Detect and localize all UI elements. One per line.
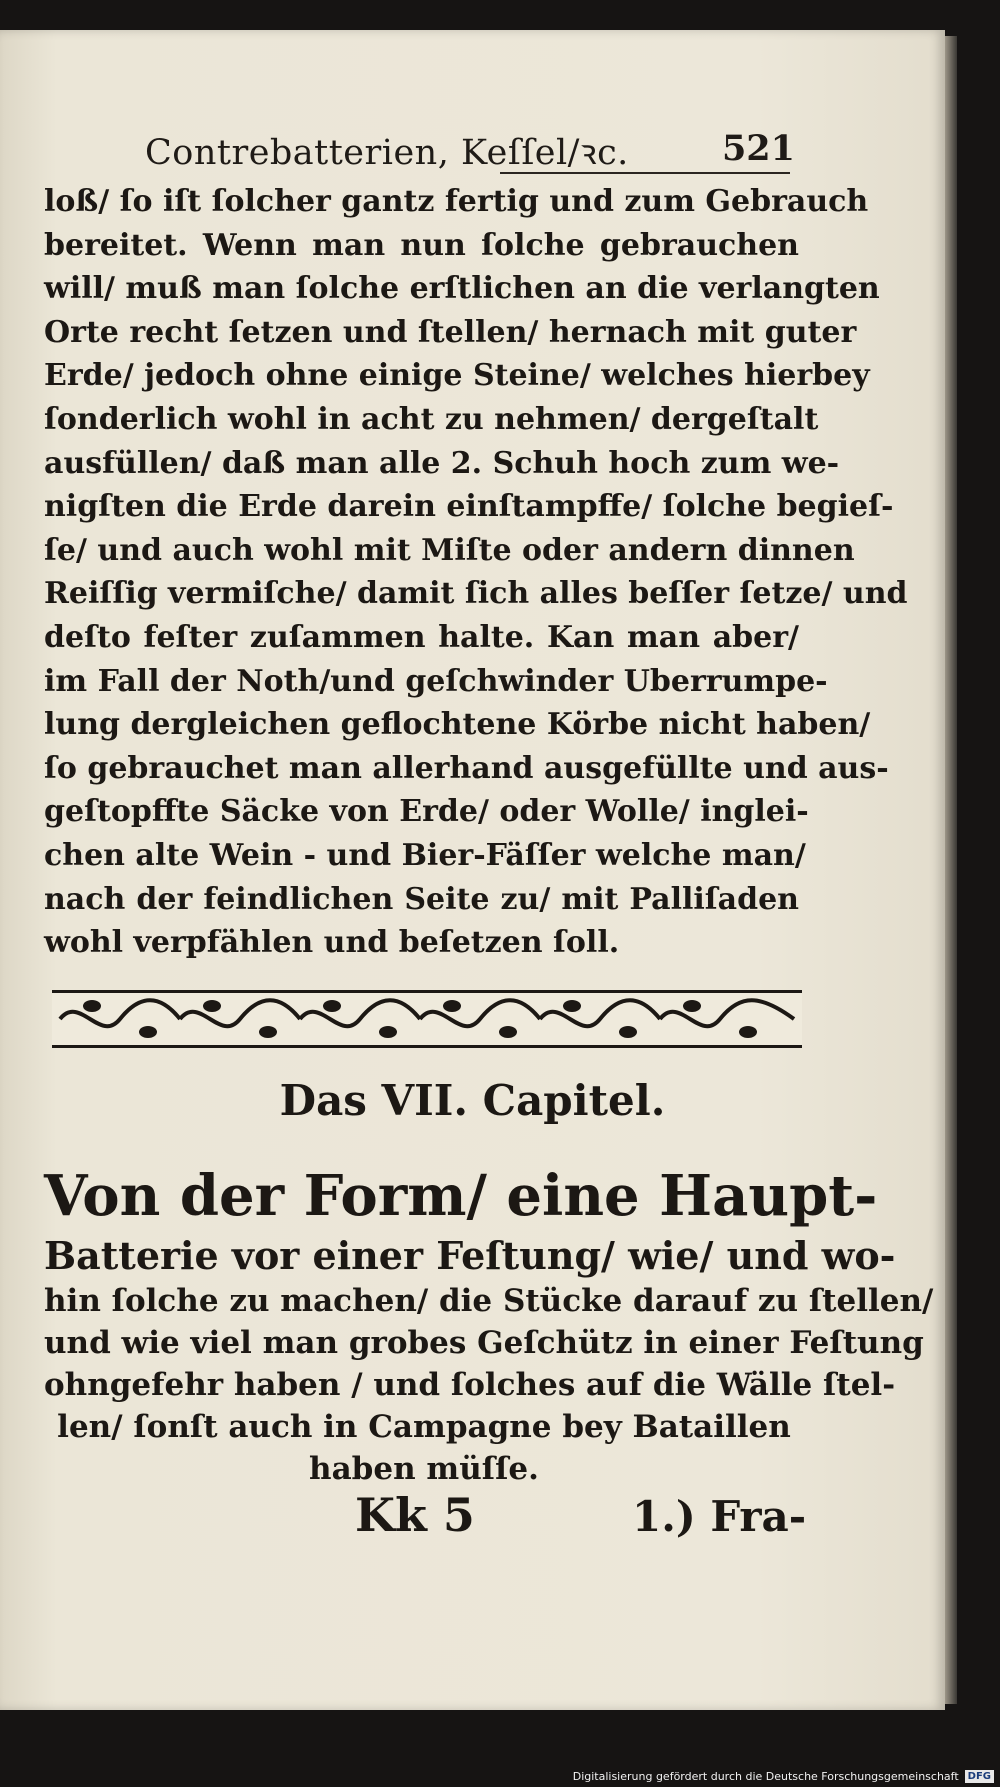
body-line: geſtopffte Säcke von Erde/ oder Wolle/ inglei- bbox=[44, 794, 809, 830]
body-line: ausfüllen/ daß man alle 2. Schuh hoch zum we- bbox=[44, 445, 840, 481]
body-line: wohl verpfählen und beſetzen ſoll. bbox=[44, 925, 620, 961]
decorative-ornament-band bbox=[52, 986, 802, 1052]
body-line: deſto feſter zuſammen halte. Kan man aber/ bbox=[44, 619, 799, 655]
running-head bbox=[145, 128, 795, 174]
chapter-title-line: hin ſolche zu machen/ die Stücke darauf zu ſtellen/ bbox=[44, 1283, 934, 1319]
chapter-title-line: Von der Form/ eine Haupt- bbox=[44, 1163, 878, 1229]
body-line: nigſten die Erde darein einſtampffe/ ſolche begieſ- bbox=[44, 489, 894, 525]
header-rule bbox=[500, 172, 790, 174]
chapter-title-line: haben müſſe. bbox=[309, 1451, 539, 1487]
body-line: Reiſſig vermiſche/ damit ſich alles beſſer ſetze/ und bbox=[44, 576, 908, 612]
signature-mark: Kk 5 bbox=[355, 1488, 475, 1542]
body-line: bereitet. Wenn man nun ſolche gebrauchen bbox=[44, 227, 799, 263]
body-line: Orte recht ſetzen und ſtellen/ hernach mit guter bbox=[44, 314, 857, 350]
page-edge bbox=[945, 36, 957, 1704]
body-text bbox=[44, 180, 908, 965]
body-line: nach der feindlichen Seite zu/ mit Palliſaden bbox=[44, 881, 799, 917]
body-line: im Fall der Noth/und geſchwinder Uberrumpe- bbox=[44, 663, 828, 699]
body-line: chen alte Wein - und Bier-Fäſſer welche man/ bbox=[44, 837, 806, 873]
body-line: ſo gebrauchet man allerhand ausgefüllte und aus- bbox=[44, 750, 889, 786]
dfg-logo: DFG bbox=[965, 1770, 994, 1783]
chapter-title-line: ohngefehr haben / und ſolches auf die Wälle ſtel- bbox=[44, 1367, 896, 1403]
body-line: lung dergleichen geflochtene Körbe nicht haben/ bbox=[44, 707, 871, 743]
chapter-heading: Das VII. Capitel. bbox=[279, 1076, 666, 1125]
body-line: will/ muß man ſolche erſtlichen an die verlangten bbox=[44, 271, 880, 307]
body-line: ſe/ und auch wohl mit Miſte oder andern dinnen bbox=[44, 532, 855, 568]
digitization-footer bbox=[573, 1765, 994, 1787]
catchword: 1.) Fra- bbox=[632, 1492, 807, 1541]
footer-text: Digitalisierung gefördert durch die Deutsche Forschungsgemeinschaft bbox=[572, 1769, 959, 1783]
chapter-title-line: und wie viel man grobes Geſchütz in einer Feſtung bbox=[44, 1325, 924, 1361]
chapter-title-line: len/ ſonſt auch in Campagne bey Bataillen bbox=[57, 1409, 791, 1445]
running-head-title: Contrebatterien, Keſſel/ꝛc. bbox=[145, 133, 629, 173]
chapter-title-line: Batterie vor einer Feſtung/ wie/ und wo- bbox=[44, 1233, 896, 1278]
body-line: loß/ ſo iſt ſolcher gantz fertig und zum Gebrauch bbox=[44, 184, 869, 219]
body-line: ſonderlich wohl in acht zu nehmen/ dergeſtalt bbox=[44, 401, 819, 437]
chapter-title bbox=[44, 1160, 934, 1490]
page-number: 521 bbox=[721, 128, 795, 169]
body-line: Erde/ jedoch ohne einige Steine/ welches hierbey bbox=[44, 358, 870, 394]
